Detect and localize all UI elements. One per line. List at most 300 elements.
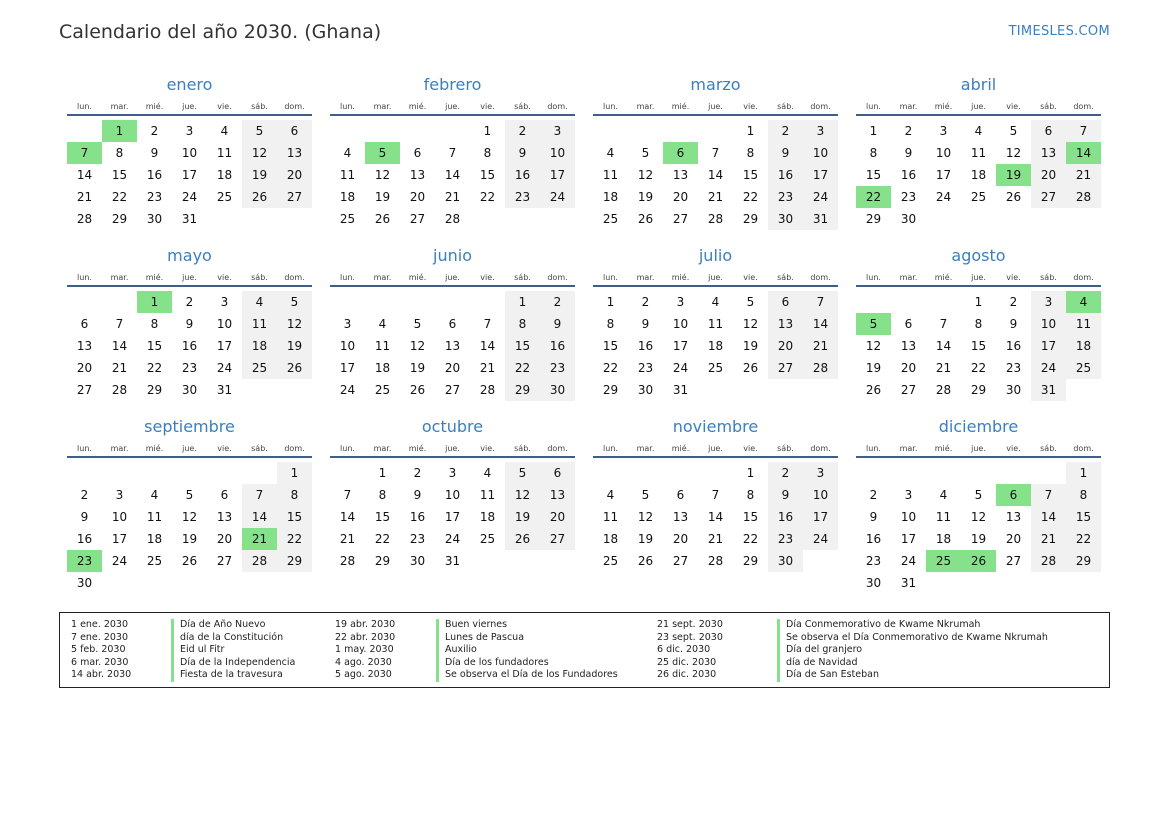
day-cell[interactable]: 11 — [146, 510, 163, 524]
day-cell[interactable]: 25 — [602, 212, 619, 226]
day-cell[interactable]: 5 — [641, 488, 650, 502]
day-cell[interactable]: 24 — [216, 361, 233, 375]
day-cell[interactable]: 10 — [935, 146, 952, 160]
day-cell[interactable]: 30 — [181, 383, 198, 397]
day-cell[interactable]: 22 — [277, 528, 312, 550]
day-cell[interactable]: 26 — [242, 186, 277, 208]
day-cell[interactable]: 20 — [444, 361, 461, 375]
day-cell[interactable]: 25 — [970, 190, 987, 204]
day-cell[interactable]: 15 — [479, 168, 496, 182]
day-cell[interactable]: 18 — [1066, 335, 1101, 357]
day-cell[interactable]: 19 — [277, 335, 312, 357]
day-cell[interactable]: 22 — [146, 361, 163, 375]
day-cell[interactable]: 18 — [242, 335, 277, 357]
day-cell[interactable]: 4 — [378, 317, 387, 331]
day-cell[interactable]: 14 — [76, 168, 93, 182]
day-cell[interactable]: 30 — [637, 383, 654, 397]
day-cell[interactable]: 28 — [707, 212, 724, 226]
day-cell[interactable]: 15 — [146, 339, 163, 353]
day-cell[interactable]: 17 — [111, 532, 128, 546]
day-cell[interactable]: 19 — [181, 532, 198, 546]
day-cell[interactable]: 28 — [707, 554, 724, 568]
day-cell[interactable]: 28 — [803, 357, 838, 379]
day-cell[interactable]: 30 — [768, 208, 803, 230]
day-cell[interactable]: 12 — [1005, 146, 1022, 160]
day-cell[interactable]: 17 — [444, 510, 461, 524]
day-cell[interactable]: 26 — [742, 361, 759, 375]
day-cell[interactable]: 12 — [242, 142, 277, 164]
day-cell[interactable]: 25 — [602, 554, 619, 568]
day-cell[interactable]: 22 — [1066, 528, 1101, 550]
day-cell[interactable]: 1 — [974, 295, 983, 309]
day-cell[interactable]: 16 — [181, 339, 198, 353]
day-cell[interactable]: 23 — [637, 361, 654, 375]
day-cell[interactable]: 9 — [540, 313, 575, 335]
holiday-day-cell[interactable]: 1 — [102, 120, 137, 142]
day-cell[interactable]: 23 — [900, 190, 917, 204]
day-cell[interactable]: 25 — [339, 212, 356, 226]
day-cell[interactable]: 26 — [374, 212, 391, 226]
day-cell[interactable]: 15 — [111, 168, 128, 182]
day-cell[interactable]: 3 — [1031, 291, 1066, 313]
day-cell[interactable]: 20 — [277, 164, 312, 186]
day-cell[interactable]: 4 — [150, 488, 159, 502]
day-cell[interactable]: 1 — [746, 466, 755, 480]
day-cell[interactable]: 21 — [707, 532, 724, 546]
day-cell[interactable]: 8 — [115, 146, 124, 160]
day-cell[interactable]: 17 — [181, 168, 198, 182]
day-cell[interactable]: 31 — [1031, 379, 1066, 401]
day-cell[interactable]: 17 — [935, 168, 952, 182]
holiday-day-cell[interactable]: 14 — [1066, 142, 1101, 164]
day-cell[interactable]: 8 — [483, 146, 492, 160]
day-cell[interactable]: 25 — [479, 532, 496, 546]
day-cell[interactable]: 2 — [641, 295, 650, 309]
day-cell[interactable]: 15 — [970, 339, 987, 353]
day-cell[interactable]: 27 — [540, 528, 575, 550]
day-cell[interactable]: 18 — [602, 532, 619, 546]
day-cell[interactable]: 7 — [448, 146, 457, 160]
day-cell[interactable]: 14 — [444, 168, 461, 182]
day-cell[interactable]: 10 — [111, 510, 128, 524]
day-cell[interactable]: 21 — [803, 335, 838, 357]
day-cell[interactable]: 17 — [803, 506, 838, 528]
day-cell[interactable]: 2 — [768, 120, 803, 142]
day-cell[interactable]: 20 — [672, 190, 689, 204]
day-cell[interactable]: 6 — [448, 317, 457, 331]
day-cell[interactable]: 8 — [746, 146, 755, 160]
day-cell[interactable]: 10 — [444, 488, 461, 502]
day-cell[interactable]: 30 — [865, 576, 882, 590]
day-cell[interactable]: 9 — [413, 488, 422, 502]
day-cell[interactable]: 28 — [339, 554, 356, 568]
day-cell[interactable]: 6 — [1031, 120, 1066, 142]
day-cell[interactable]: 26 — [277, 357, 312, 379]
day-cell[interactable]: 5 — [277, 291, 312, 313]
day-cell[interactable]: 18 — [146, 532, 163, 546]
day-cell[interactable]: 17 — [216, 339, 233, 353]
day-cell[interactable]: 9 — [1009, 317, 1018, 331]
day-cell[interactable]: 14 — [935, 339, 952, 353]
day-cell[interactable]: 11 — [1066, 313, 1101, 335]
day-cell[interactable]: 19 — [970, 532, 987, 546]
day-cell[interactable]: 21 — [1031, 528, 1066, 550]
day-cell[interactable]: 19 — [409, 361, 426, 375]
holiday-day-cell[interactable]: 26 — [961, 550, 996, 572]
day-cell[interactable]: 6 — [540, 462, 575, 484]
day-cell[interactable]: 28 — [1031, 550, 1066, 572]
day-cell[interactable]: 1 — [505, 291, 540, 313]
day-cell[interactable]: 12 — [505, 484, 540, 506]
day-cell[interactable]: 29 — [602, 383, 619, 397]
day-cell[interactable]: 2 — [150, 124, 159, 138]
day-cell[interactable]: 25 — [216, 190, 233, 204]
holiday-day-cell[interactable]: 5 — [856, 313, 891, 335]
day-cell[interactable]: 11 — [970, 146, 987, 160]
day-cell[interactable]: 31 — [672, 383, 689, 397]
day-cell[interactable]: 28 — [1066, 186, 1101, 208]
day-cell[interactable]: 12 — [181, 510, 198, 524]
day-cell[interactable]: 1 — [606, 295, 615, 309]
day-cell[interactable]: 6 — [676, 488, 685, 502]
day-cell[interactable]: 14 — [339, 510, 356, 524]
day-cell[interactable]: 19 — [637, 532, 654, 546]
day-cell[interactable]: 12 — [374, 168, 391, 182]
day-cell[interactable]: 1 — [378, 466, 387, 480]
day-cell[interactable]: 17 — [672, 339, 689, 353]
day-cell[interactable]: 7 — [242, 484, 277, 506]
day-cell[interactable]: 21 — [444, 190, 461, 204]
brand-link[interactable]: TIMESLES.COM — [1008, 24, 1110, 39]
day-cell[interactable]: 4 — [606, 488, 615, 502]
day-cell[interactable]: 15 — [374, 510, 391, 524]
day-cell[interactable]: 9 — [185, 317, 194, 331]
day-cell[interactable]: 9 — [904, 146, 913, 160]
day-cell[interactable]: 29 — [111, 212, 128, 226]
day-cell[interactable]: 11 — [707, 317, 724, 331]
day-cell[interactable]: 29 — [865, 212, 882, 226]
day-cell[interactable]: 29 — [277, 550, 312, 572]
day-cell[interactable]: 23 — [865, 554, 882, 568]
day-cell[interactable]: 27 — [444, 383, 461, 397]
day-cell[interactable]: 29 — [374, 554, 391, 568]
day-cell[interactable]: 25 — [1066, 357, 1101, 379]
day-cell[interactable]: 14 — [707, 168, 724, 182]
day-cell[interactable]: 10 — [216, 317, 233, 331]
day-cell[interactable]: 23 — [768, 186, 803, 208]
day-cell[interactable]: 29 — [742, 212, 759, 226]
day-cell[interactable]: 2 — [80, 488, 89, 502]
day-cell[interactable]: 12 — [277, 313, 312, 335]
day-cell[interactable]: 15 — [865, 168, 882, 182]
day-cell[interactable]: 15 — [1066, 506, 1101, 528]
day-cell[interactable]: 15 — [277, 506, 312, 528]
day-cell[interactable]: 15 — [742, 510, 759, 524]
day-cell[interactable]: 14 — [479, 339, 496, 353]
day-cell[interactable]: 21 — [339, 532, 356, 546]
day-cell[interactable]: 26 — [505, 528, 540, 550]
day-cell[interactable]: 27 — [76, 383, 93, 397]
day-cell[interactable]: 7 — [711, 146, 720, 160]
day-cell[interactable]: 18 — [216, 168, 233, 182]
day-cell[interactable]: 13 — [672, 168, 689, 182]
day-cell[interactable]: 14 — [803, 313, 838, 335]
day-cell[interactable]: 31 — [216, 383, 233, 397]
day-cell[interactable]: 21 — [76, 190, 93, 204]
day-cell[interactable]: 15 — [602, 339, 619, 353]
holiday-day-cell[interactable]: 1 — [137, 291, 172, 313]
day-cell[interactable]: 1 — [869, 124, 878, 138]
day-cell[interactable]: 9 — [869, 510, 878, 524]
day-cell[interactable]: 3 — [343, 317, 352, 331]
day-cell[interactable]: 11 — [374, 339, 391, 353]
day-cell[interactable]: 30 — [900, 212, 917, 226]
day-cell[interactable]: 18 — [479, 510, 496, 524]
day-cell[interactable]: 2 — [904, 124, 913, 138]
day-cell[interactable]: 9 — [150, 146, 159, 160]
day-cell[interactable]: 5 — [641, 146, 650, 160]
day-cell[interactable]: 27 — [672, 212, 689, 226]
holiday-day-cell[interactable]: 21 — [242, 528, 277, 550]
day-cell[interactable]: 11 — [216, 146, 233, 160]
day-cell[interactable]: 27 — [216, 554, 233, 568]
day-cell[interactable]: 19 — [637, 190, 654, 204]
day-cell[interactable]: 22 — [505, 357, 540, 379]
day-cell[interactable]: 24 — [672, 361, 689, 375]
day-cell[interactable]: 13 — [900, 339, 917, 353]
day-cell[interactable]: 4 — [939, 488, 948, 502]
day-cell[interactable]: 10 — [339, 339, 356, 353]
holiday-day-cell[interactable]: 19 — [996, 164, 1031, 186]
day-cell[interactable]: 17 — [1031, 335, 1066, 357]
day-cell[interactable]: 10 — [803, 484, 838, 506]
day-cell[interactable]: 13 — [277, 142, 312, 164]
day-cell[interactable]: 3 — [540, 120, 575, 142]
day-cell[interactable]: 2 — [185, 295, 194, 309]
day-cell[interactable]: 25 — [707, 361, 724, 375]
day-cell[interactable]: 30 — [146, 212, 163, 226]
day-cell[interactable]: 6 — [80, 317, 89, 331]
day-cell[interactable]: 11 — [242, 313, 277, 335]
day-cell[interactable]: 20 — [409, 190, 426, 204]
day-cell[interactable]: 3 — [115, 488, 124, 502]
day-cell[interactable]: 8 — [606, 317, 615, 331]
day-cell[interactable]: 15 — [742, 168, 759, 182]
day-cell[interactable]: 28 — [935, 383, 952, 397]
day-cell[interactable]: 20 — [1005, 532, 1022, 546]
holiday-day-cell[interactable]: 22 — [856, 186, 891, 208]
day-cell[interactable]: 20 — [540, 506, 575, 528]
day-cell[interactable]: 2 — [505, 120, 540, 142]
day-cell[interactable]: 5 — [1009, 124, 1018, 138]
day-cell[interactable]: 18 — [707, 339, 724, 353]
day-cell[interactable]: 18 — [339, 190, 356, 204]
day-cell[interactable]: 26 — [1005, 190, 1022, 204]
day-cell[interactable]: 7 — [483, 317, 492, 331]
day-cell[interactable]: 8 — [1066, 484, 1101, 506]
day-cell[interactable]: 22 — [479, 190, 496, 204]
day-cell[interactable]: 26 — [637, 212, 654, 226]
day-cell[interactable]: 31 — [444, 554, 461, 568]
day-cell[interactable]: 4 — [974, 124, 983, 138]
day-cell[interactable]: 16 — [637, 339, 654, 353]
day-cell[interactable]: 4 — [220, 124, 229, 138]
day-cell[interactable]: 13 — [216, 510, 233, 524]
day-cell[interactable]: 16 — [409, 510, 426, 524]
day-cell[interactable]: 19 — [742, 339, 759, 353]
day-cell[interactable]: 10 — [900, 510, 917, 524]
day-cell[interactable]: 24 — [339, 383, 356, 397]
day-cell[interactable]: 19 — [374, 190, 391, 204]
day-cell[interactable]: 27 — [277, 186, 312, 208]
day-cell[interactable]: 23 — [181, 361, 198, 375]
day-cell[interactable]: 29 — [970, 383, 987, 397]
day-cell[interactable]: 11 — [339, 168, 356, 182]
day-cell[interactable]: 3 — [220, 295, 229, 309]
day-cell[interactable]: 10 — [181, 146, 198, 160]
day-cell[interactable]: 20 — [672, 532, 689, 546]
day-cell[interactable]: 21 — [935, 361, 952, 375]
day-cell[interactable]: 30 — [76, 576, 93, 590]
day-cell[interactable]: 3 — [185, 124, 194, 138]
day-cell[interactable]: 30 — [1005, 383, 1022, 397]
day-cell[interactable]: 8 — [869, 146, 878, 160]
day-cell[interactable]: 11 — [479, 488, 496, 502]
day-cell[interactable]: 10 — [803, 142, 838, 164]
day-cell[interactable]: 6 — [413, 146, 422, 160]
day-cell[interactable]: 14 — [242, 506, 277, 528]
day-cell[interactable]: 2 — [768, 462, 803, 484]
day-cell[interactable]: 22 — [742, 190, 759, 204]
day-cell[interactable]: 5 — [974, 488, 983, 502]
day-cell[interactable]: 12 — [970, 510, 987, 524]
day-cell[interactable]: 6 — [220, 488, 229, 502]
day-cell[interactable]: 16 — [540, 335, 575, 357]
day-cell[interactable]: 9 — [641, 317, 650, 331]
day-cell[interactable]: 10 — [540, 142, 575, 164]
holiday-day-cell[interactable]: 23 — [67, 550, 102, 572]
day-cell[interactable]: 30 — [768, 550, 803, 572]
day-cell[interactable]: 5 — [413, 317, 422, 331]
day-cell[interactable]: 8 — [746, 488, 755, 502]
day-cell[interactable]: 20 — [768, 335, 803, 357]
day-cell[interactable]: 16 — [1005, 339, 1022, 353]
day-cell[interactable]: 18 — [602, 190, 619, 204]
day-cell[interactable]: 26 — [181, 554, 198, 568]
day-cell[interactable]: 4 — [242, 291, 277, 313]
day-cell[interactable]: 23 — [768, 528, 803, 550]
day-cell[interactable]: 12 — [637, 510, 654, 524]
day-cell[interactable]: 24 — [540, 186, 575, 208]
day-cell[interactable]: 16 — [768, 506, 803, 528]
day-cell[interactable]: 23 — [505, 186, 540, 208]
day-cell[interactable]: 19 — [505, 506, 540, 528]
holiday-day-cell[interactable]: 6 — [663, 142, 698, 164]
day-cell[interactable]: 3 — [803, 462, 838, 484]
day-cell[interactable]: 10 — [1031, 313, 1066, 335]
day-cell[interactable]: 24 — [111, 554, 128, 568]
day-cell[interactable]: 6 — [768, 291, 803, 313]
day-cell[interactable]: 19 — [865, 361, 882, 375]
day-cell[interactable]: 13 — [76, 339, 93, 353]
day-cell[interactable]: 22 — [970, 361, 987, 375]
day-cell[interactable]: 15 — [505, 335, 540, 357]
day-cell[interactable]: 13 — [1005, 510, 1022, 524]
day-cell[interactable]: 24 — [803, 528, 838, 550]
day-cell[interactable]: 14 — [111, 339, 128, 353]
day-cell[interactable]: 14 — [1031, 506, 1066, 528]
day-cell[interactable]: 31 — [181, 212, 198, 226]
day-cell[interactable]: 7 — [1066, 120, 1101, 142]
day-cell[interactable]: 25 — [374, 383, 391, 397]
day-cell[interactable]: 3 — [676, 295, 685, 309]
day-cell[interactable]: 16 — [505, 164, 540, 186]
day-cell[interactable]: 23 — [1005, 361, 1022, 375]
day-cell[interactable]: 27 — [409, 212, 426, 226]
day-cell[interactable]: 9 — [80, 510, 89, 524]
day-cell[interactable]: 12 — [409, 339, 426, 353]
day-cell[interactable]: 5 — [242, 120, 277, 142]
day-cell[interactable]: 7 — [1031, 484, 1066, 506]
holiday-day-cell[interactable]: 5 — [365, 142, 400, 164]
day-cell[interactable]: 12 — [742, 317, 759, 331]
day-cell[interactable]: 20 — [1031, 164, 1066, 186]
day-cell[interactable]: 3 — [939, 124, 948, 138]
day-cell[interactable]: 27 — [1005, 554, 1022, 568]
day-cell[interactable]: 17 — [540, 164, 575, 186]
day-cell[interactable]: 11 — [935, 510, 952, 524]
day-cell[interactable]: 27 — [1031, 186, 1066, 208]
day-cell[interactable]: 26 — [865, 383, 882, 397]
day-cell[interactable]: 8 — [505, 313, 540, 335]
day-cell[interactable]: 18 — [970, 168, 987, 182]
day-cell[interactable]: 20 — [216, 532, 233, 546]
day-cell[interactable]: 21 — [707, 190, 724, 204]
day-cell[interactable]: 28 — [242, 550, 277, 572]
day-cell[interactable]: 21 — [111, 361, 128, 375]
day-cell[interactable]: 3 — [803, 120, 838, 142]
day-cell[interactable]: 28 — [479, 383, 496, 397]
day-cell[interactable]: 21 — [1066, 164, 1101, 186]
day-cell[interactable]: 8 — [974, 317, 983, 331]
day-cell[interactable]: 22 — [111, 190, 128, 204]
day-cell[interactable]: 24 — [181, 190, 198, 204]
day-cell[interactable]: 16 — [865, 532, 882, 546]
day-cell[interactable]: 29 — [146, 383, 163, 397]
day-cell[interactable]: 1 — [746, 124, 755, 138]
day-cell[interactable]: 30 — [409, 554, 426, 568]
day-cell[interactable]: 16 — [900, 168, 917, 182]
day-cell[interactable]: 26 — [409, 383, 426, 397]
day-cell[interactable]: 1 — [1066, 462, 1101, 484]
day-cell[interactable]: 25 — [146, 554, 163, 568]
day-cell[interactable]: 24 — [900, 554, 917, 568]
day-cell[interactable]: 17 — [900, 532, 917, 546]
day-cell[interactable]: 9 — [505, 142, 540, 164]
day-cell[interactable]: 27 — [768, 357, 803, 379]
day-cell[interactable]: 13 — [444, 339, 461, 353]
day-cell[interactable]: 16 — [76, 532, 93, 546]
day-cell[interactable]: 30 — [540, 379, 575, 401]
day-cell[interactable]: 22 — [374, 532, 391, 546]
day-cell[interactable]: 5 — [746, 295, 755, 309]
day-cell[interactable]: 13 — [1031, 142, 1066, 164]
day-cell[interactable]: 20 — [76, 361, 93, 375]
day-cell[interactable]: 7 — [343, 488, 352, 502]
day-cell[interactable]: 28 — [76, 212, 93, 226]
day-cell[interactable]: 10 — [672, 317, 689, 331]
day-cell[interactable]: 28 — [444, 212, 461, 226]
